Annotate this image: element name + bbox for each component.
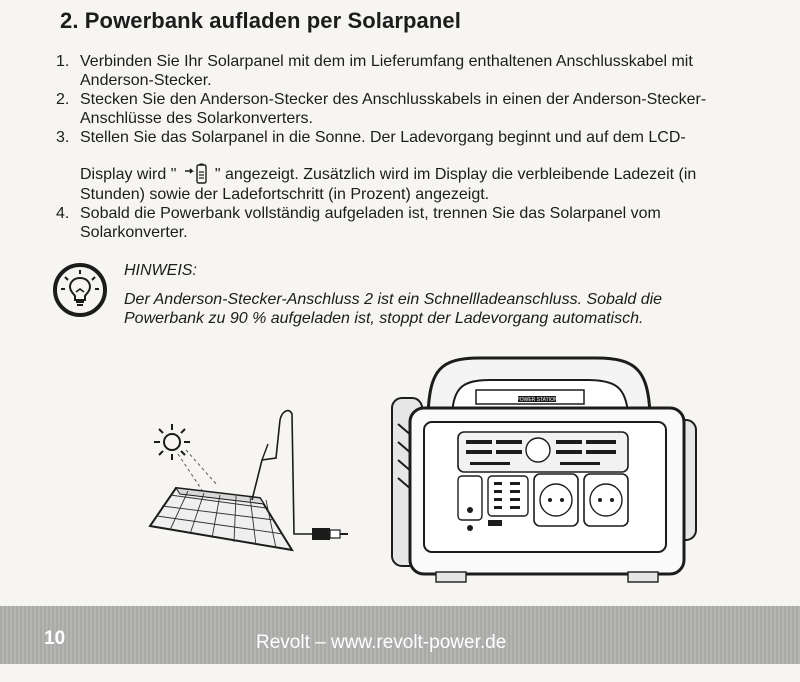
instruction-steps [56, 52, 756, 242]
page-number: 10 [44, 628, 66, 649]
step-4 [56, 204, 756, 242]
step-text-part-1: Stellen Sie das Solarpanel in die Sonne. Der Ladevorgang beginnt und auf dem LCD- [80, 129, 686, 146]
step-3 [56, 128, 756, 204]
notice-title: HINWEIS: [124, 262, 197, 279]
notice-box [52, 258, 752, 338]
step-number: 2. [56, 91, 70, 108]
section-title: 2. Powerbank aufladen per Solarpanel [60, 8, 461, 33]
brand-plate: POWER STATION [516, 397, 558, 403]
powerstation-illustration [392, 358, 696, 582]
step-2 [56, 90, 756, 128]
charging-illustration [140, 350, 700, 600]
step-number: 3. [56, 129, 70, 146]
battery-charging-icon [183, 163, 213, 185]
solar-panel-illustration [150, 411, 348, 550]
sun-icon [154, 424, 218, 490]
footer-bar [0, 606, 800, 664]
lightbulb-icon [52, 262, 108, 318]
notice-text: Der Anderson-Stecker-Anschluss 2 ist ein Schnellladeanschluss. Sobald die Powerbank zu 90 % aufgeladen ist, stoppt der Ladevorgang automatisch. [124, 291, 663, 327]
step-text-part-2: Display wird " " angezeigt. Zusätzlich wird im Display die verbleibende Ladezeit (in Stunden) sowie der Ladefortschritt (in Prozent) angezeigt. [80, 163, 756, 204]
step-text: Stecken Sie den Anderson-Stecker des Anschlusskabels in einen der Anderson-Stecker-Anschlüsse des Solarkonverters. [80, 91, 707, 127]
footer-website: Revolt – www.revolt-power.de [256, 632, 507, 653]
step-number: 1. [56, 53, 70, 70]
step-number: 4. [56, 205, 70, 222]
step-1 [56, 52, 756, 90]
step-text: Verbinden Sie Ihr Solarpanel mit dem im Lieferumfang enthaltenen Anschlusskabel mit Anderson-Stecker. [80, 53, 693, 89]
step-text: Sobald die Powerbank vollständig aufgeladen ist, trennen Sie das Solarpanel vom Solarkonverter. [80, 205, 661, 241]
